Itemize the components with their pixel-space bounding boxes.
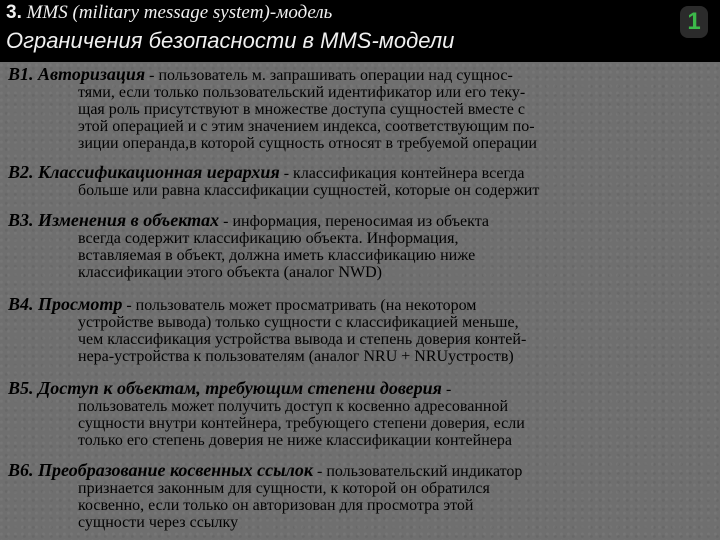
rule-line: только его степень доверия не ниже классификации контейнера — [78, 432, 512, 449]
rule-b6 — [8, 462, 714, 531]
subtitle-text: MMS (military message system)-модель — [21, 2, 333, 23]
slide-title: Ограничения безопасности в MMS-модели — [6, 28, 455, 53]
rule-b4 — [8, 296, 714, 365]
rule-first-line: - пользовательский индикатор — [312, 463, 523, 480]
rule-term: B1. Авторизация — [8, 64, 146, 84]
rule-line: косвенно, если только он авторизован для просмотра этой — [78, 497, 474, 514]
rule-line: зиции операнда,в которой сущность относят в требуемой операции — [78, 135, 537, 152]
rule-first-line: - информация, переносимая из объекта — [219, 213, 490, 230]
rule-line: этой операцией и с этим значением индекса, соответствующим по- — [78, 118, 535, 135]
rule-line: сущности через ссылку — [78, 514, 239, 531]
rule-line: устройстве вывода) только сущности с классификацией меньше, — [78, 314, 519, 331]
rule-term: B3. Изменения в объектах — [8, 210, 220, 230]
rule-line: признается законным для сущности, к которой он обратился — [78, 480, 490, 497]
rule-line: пользователь может получить доступ к косвенно адресованной — [78, 398, 509, 415]
rule-first-line: - классификация контейнера всегда — [279, 165, 525, 182]
rule-line: больше или равна классификации сущностей, которые он содержит — [78, 182, 540, 199]
rule-term: B2. Классификационная иерархия — [8, 162, 280, 182]
rule-term: B5. Доступ к объектам, требующим степени доверия — [8, 378, 442, 398]
slide-subtitle — [6, 2, 332, 24]
rule-line: щая роль присутствуют в множестве доступа сущностей вместе с — [78, 101, 525, 118]
rules-list — [0, 62, 720, 540]
rule-line: вставляемая в объект, должна иметь классификацию ниже — [78, 247, 476, 264]
rule-line: классификации этого объекта (аналог NWD) — [78, 264, 382, 281]
rule-term: B6. Преобразование косвенных ссылок — [8, 460, 313, 480]
slide-number-badge: 1 — [680, 6, 708, 38]
rule-first-line: - — [441, 381, 452, 398]
rule-b1 — [8, 66, 714, 152]
rule-line: всегда содержит классификацию объекта. Информация, — [78, 230, 459, 247]
rule-first-line: - пользователь может просматривать (на некотором — [122, 297, 477, 314]
rule-b2 — [8, 164, 714, 199]
rule-line: тями, если только пользовательский идентификатор или его теку- — [78, 84, 526, 101]
rule-first-line: - пользователь м. запрашивать операции над сущнос- — [145, 67, 513, 84]
rule-term: B4. Просмотр — [8, 294, 123, 314]
rule-line: сущности внутри контейнера, требующего степени доверия, если — [78, 415, 525, 432]
rule-b3 — [8, 212, 714, 281]
rule-line: нера-устройства к пользователям (аналог NRU + NRUустроств) — [78, 348, 514, 365]
section-number: 3. — [6, 2, 22, 23]
rule-line: чем классификация устройства вывода и степень доверия контей- — [78, 331, 527, 348]
rule-b5 — [8, 380, 714, 449]
slide-header — [0, 0, 720, 62]
